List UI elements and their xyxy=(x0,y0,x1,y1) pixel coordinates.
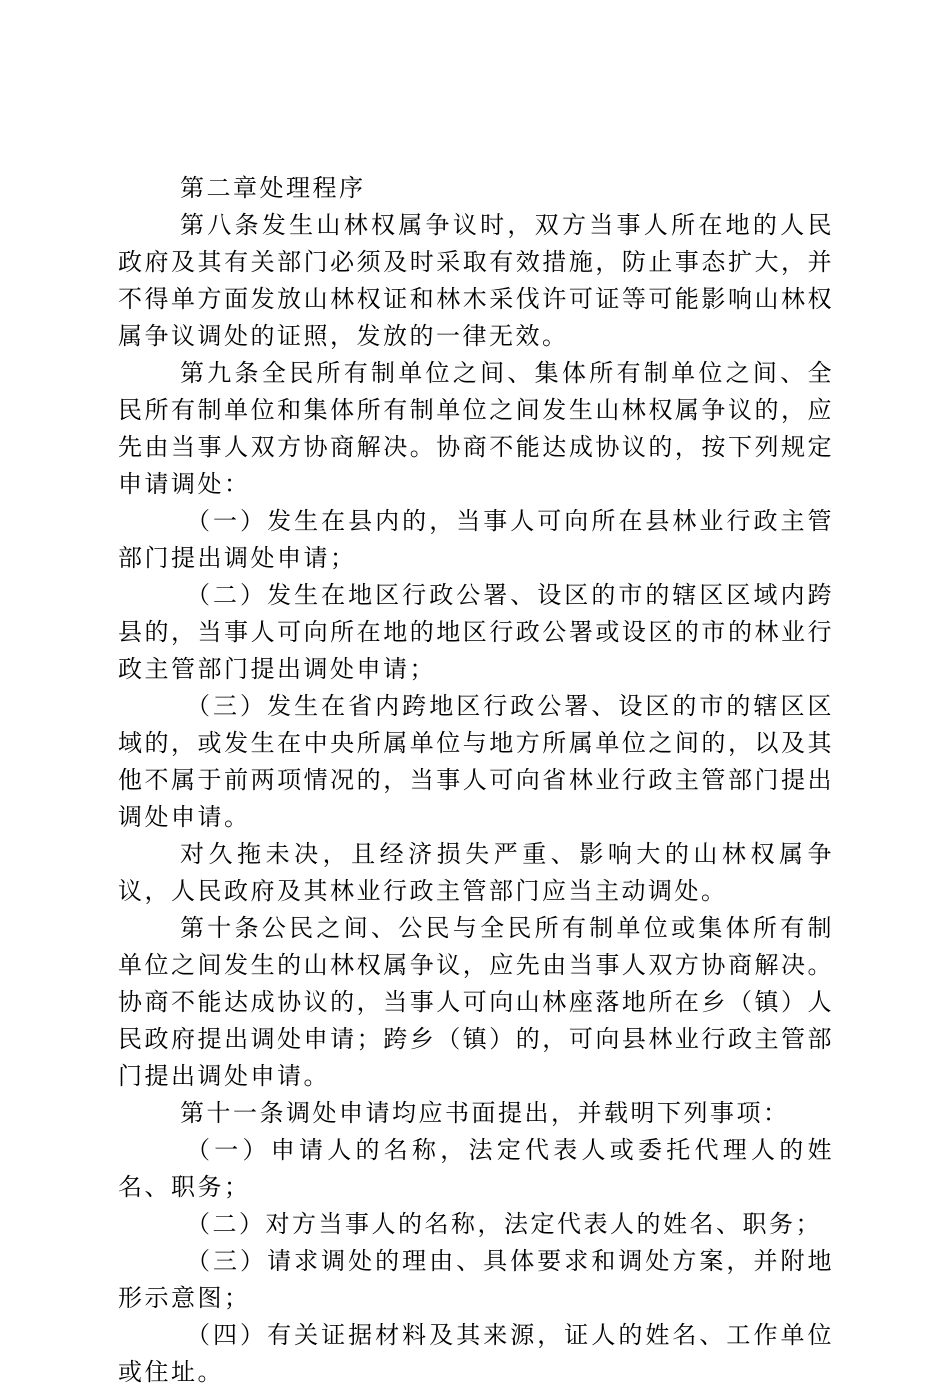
article-9-item-1: （一）发生在县内的，当事人可向所在县林业行政主管部门提出调处申请； xyxy=(118,507,834,572)
article-9: 第九条全民所有制单位之间、集体所有制单位之间、全民所有制单位和集体所有制单位之间发生山林权属争议的，应先由当事人双方协商解决。协商不能达成协议的，按下列规定申请调处： xyxy=(118,359,834,498)
article-9-supplement: 对久拖未决，且经济损失严重、影响大的山林权属争议，人民政府及其林业行政主管部门应当主动调处。 xyxy=(118,840,834,905)
article-10: 第十条公民之间、公民与全民所有制单位或集体所有制单位之间发生的山林权属争议，应先由当事人双方协商解决。协商不能达成协议的，当事人可向山林座落地所在乡（镇）人民政府提出调处申请；跨乡（镇）的，可向县林业行政主管部门提出调处申请。 xyxy=(118,914,834,1090)
article-11-item-3: （三）请求调处的理由、具体要求和调处方案，并附地形示意图； xyxy=(118,1247,834,1312)
article-11-item-1: （一）申请人的名称，法定代表人或委托代理人的姓名、职务； xyxy=(118,1136,834,1201)
document-body xyxy=(118,170,834,1391)
chapter-title: 第二章处理程序 xyxy=(180,174,366,202)
article-9-item-3: （三）发生在省内跨地区行政公署、设区的市的辖区区域的，或发生在中央所属单位与地方所属单位之间的，以及其他不属于前两项情况的，当事人可向省林业行政主管部门提出调处申请。 xyxy=(118,692,834,831)
article-11-item-4: （四）有关证据材料及其来源，证人的姓名、工作单位或住址。 xyxy=(118,1321,834,1386)
article-11: 第十一条调处申请均应书面提出，并载明下列事项： xyxy=(180,1099,790,1127)
article-9-item-2: （二）发生在地区行政公署、设区的市的辖区区域内跨县的，当事人可向所在地的地区行政公署或设区的市的林业行政主管部门提出调处申请； xyxy=(118,581,834,683)
article-8: 第八条发生山林权属争议时，双方当事人所在地的人民政府及其有关部门必须及时采取有效措施，防止事态扩大，并不得单方面发放山林权证和林木采伐许可证等可能影响山林权属争议调处的证照，发放的一律无效。 xyxy=(118,211,834,350)
article-11-item-2: （二）对方当事人的名称，法定代表人的姓名、职务； xyxy=(186,1210,822,1238)
